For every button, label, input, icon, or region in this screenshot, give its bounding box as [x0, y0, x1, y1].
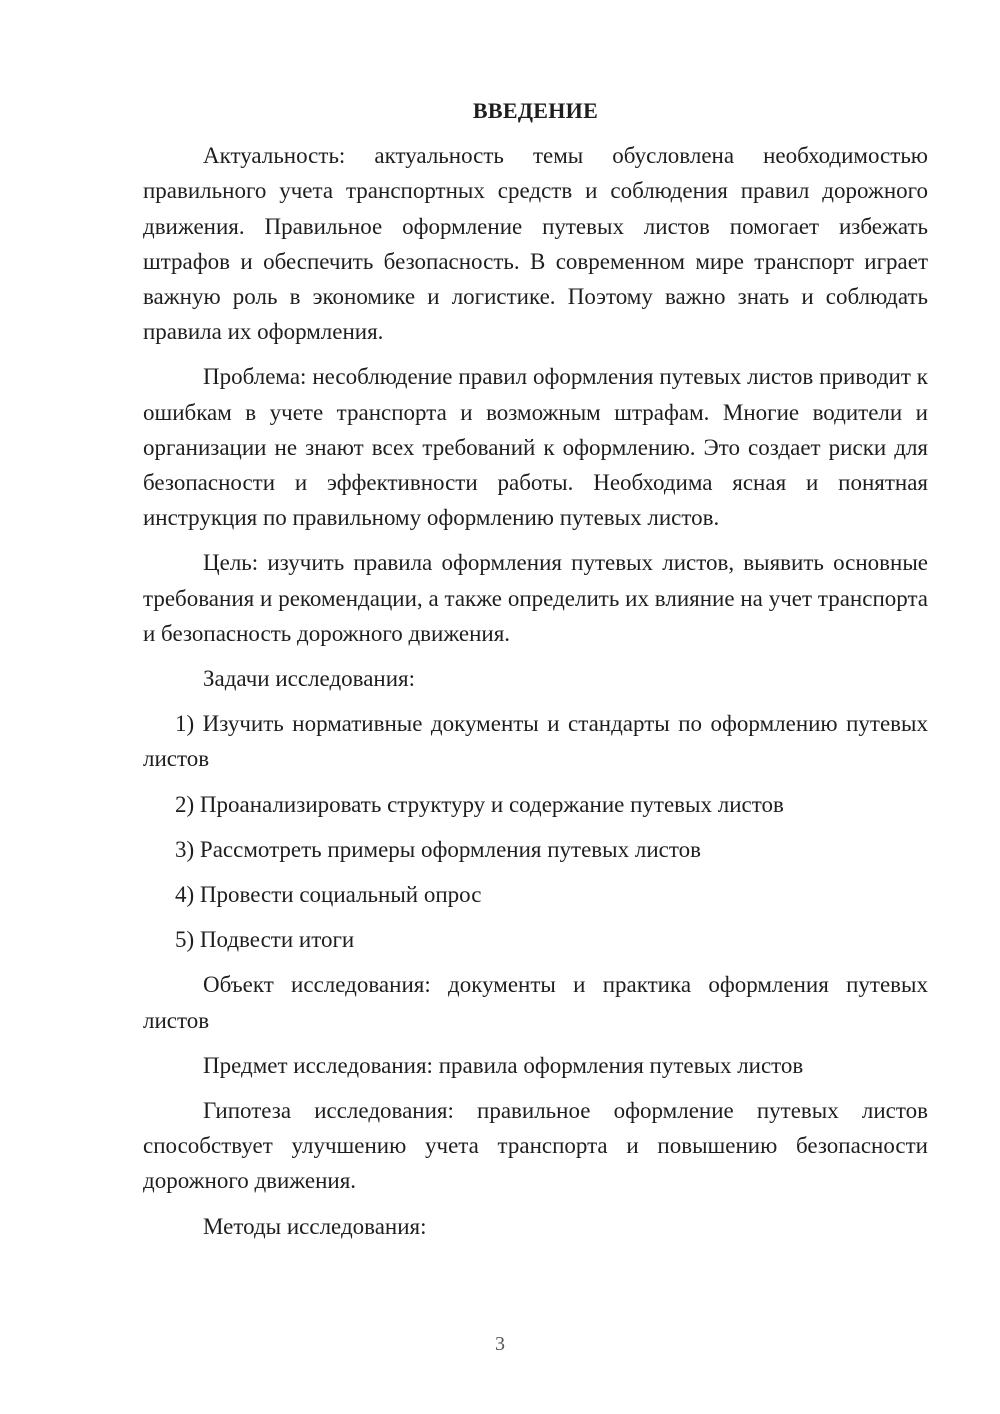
task-item-3: 3) Рассмотреть примеры оформления путевых листов: [175, 836, 701, 862]
problem-paragraph: Проблема: несоблюдение правил оформления путевых листов приводит к ошибкам в учете транспорта и возможным штрафам. Многие водители и организации не знают всех требований к оформлению. Это создает риски для безопасности и эффективности работы. Необходима ясная и понятная инструкция по правильному оформлению путевых листов.: [143, 364, 928, 531]
tasks-heading: Задачи исследования:: [203, 666, 416, 692]
object-paragraph: Объект исследования: документы и практика оформления путевых листов: [143, 972, 928, 1033]
task-item-5: 5) Подвести итоги: [175, 927, 355, 953]
task-item-2: 2) Проанализировать структуру и содержание путевых листов: [175, 791, 784, 817]
page-content: [143, 93, 928, 1254]
goal-paragraph: Цель: изучить правила оформления путевых листов, выявить основные требования и рекомендации, а также определить их влияние на учет транспорта и безопасность дорожного движения.: [143, 550, 928, 646]
subject-paragraph: Предмет исследования: правила оформления путевых листов: [203, 1052, 804, 1078]
page-number: 3: [495, 1333, 505, 1355]
hypothesis-paragraph: Гипотеза исследования: правильное оформление путевых листов способствует улучшению учета транспорта и повышению безопасности дорожного движения.: [143, 1098, 928, 1194]
section-title: ВВЕДЕНИЕ: [472, 98, 599, 123]
methods-heading: Методы исследования:: [203, 1213, 427, 1239]
task-item-1: 1) Изучить нормативные документы и стандарты по оформлению путевых листов: [143, 711, 928, 772]
task-item-4: 4) Провести социальный опрос: [175, 882, 482, 908]
relevance-paragraph: Актуальность: актуальность темы обусловлена необходимостью правильного учета транспортных средств и соблюдения правил дорожного движения. Правильное оформление путевых листов помогает избежать штрафов и обеспечить безопасность. В современном мире транспорт играет важную роль в экономике и логистике. Поэтому важно знать и соблюдать правила их оформления.: [143, 143, 928, 345]
